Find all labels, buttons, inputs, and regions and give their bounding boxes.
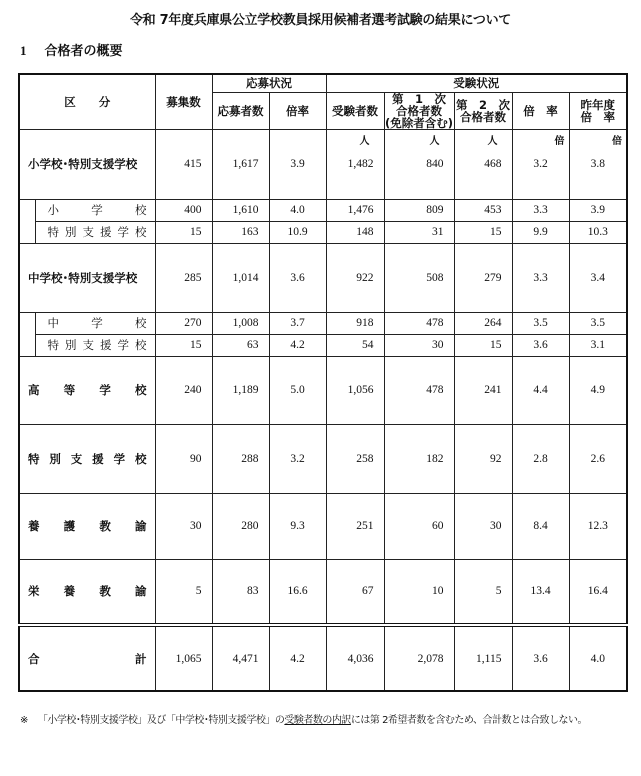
header-recruitment: 募集数 <box>155 74 212 129</box>
cell-app-ratio: 3.6 <box>269 243 326 312</box>
cell-applicants: 1,189 <box>212 356 269 424</box>
header-application-group: 応募状況 <box>212 74 326 92</box>
cell-recruitment: 285 <box>155 243 212 312</box>
cell-app-ratio: 3.7 <box>269 312 326 334</box>
cell-first-pass: 809 <box>384 199 454 221</box>
cell-applicants: 1,617 <box>212 129 269 199</box>
cell-recruitment: 270 <box>155 312 212 334</box>
cell-exam-ratio: 倍 3.2 <box>512 129 569 199</box>
cell-examinees: 1,056 <box>326 356 384 424</box>
cell-examinees: 67 <box>326 559 384 625</box>
cell-exam-ratio: 2.8 <box>512 424 569 493</box>
cell-app-ratio: 4.2 <box>269 334 326 356</box>
cell-applicants: 63 <box>212 334 269 356</box>
cell-exam-ratio: 3.5 <box>512 312 569 334</box>
section-heading <box>20 40 123 59</box>
row-category: 高 等 学 校 <box>19 356 155 424</box>
header-app-ratio: 倍率 <box>269 92 326 129</box>
cell-recruitment: 15 <box>155 334 212 356</box>
cell-prev-ratio: 3.1 <box>569 334 627 356</box>
cell-first-pass: 31 <box>384 221 454 243</box>
header-exam-ratio: 倍 率 <box>512 92 569 129</box>
cell-exam-ratio: 8.4 <box>512 493 569 559</box>
cell-second-pass: 15 <box>454 221 512 243</box>
footnote-text-before: 「小学校･特別支援学校」及び「中学校･特別支援学校」の <box>37 715 285 726</box>
cell-examinees: 1,476 <box>326 199 384 221</box>
cell-examinees: 54 <box>326 334 384 356</box>
row-category: 養 護 教 諭 <box>19 493 155 559</box>
cell-first-pass: 2,078 <box>384 625 454 691</box>
section-title: 合格者の概要 <box>44 44 123 59</box>
footnote <box>20 711 587 726</box>
row-category: 小 学 校 <box>35 199 155 221</box>
cell-recruitment: 240 <box>155 356 212 424</box>
cell-first-pass: 478 <box>384 356 454 424</box>
cell-exam-ratio: 3.3 <box>512 199 569 221</box>
cell-prev-ratio: 3.4 <box>569 243 627 312</box>
cell-examinees: 258 <box>326 424 384 493</box>
cell-applicants: 1,610 <box>212 199 269 221</box>
cell-second-pass: 人 468 <box>454 129 512 199</box>
row-category: 栄 養 教 諭 <box>19 559 155 625</box>
cell-app-ratio: 10.9 <box>269 221 326 243</box>
cell-applicants: 280 <box>212 493 269 559</box>
cell-prev-ratio: 16.4 <box>569 559 627 625</box>
cell-first-pass: 478 <box>384 312 454 334</box>
cell-app-ratio: 3.9 <box>269 129 326 199</box>
footnote-text-after: には第 2希望者数を含むため、合計数とは合致しない。 <box>350 715 588 726</box>
cell-recruitment: 415 <box>155 129 212 199</box>
cell-app-ratio: 4.2 <box>269 625 326 691</box>
cell-exam-ratio: 3.6 <box>512 625 569 691</box>
cell-second-pass: 15 <box>454 334 512 356</box>
total-row <box>19 625 627 691</box>
cell-recruitment: 90 <box>155 424 212 493</box>
table-row <box>19 493 627 559</box>
cell-first-pass: 508 <box>384 243 454 312</box>
cell-second-pass: 1,115 <box>454 625 512 691</box>
cell-examinees: 人 1,482 <box>326 129 384 199</box>
cell-app-ratio: 3.2 <box>269 424 326 493</box>
document-title: 令和 7年度兵庫県公立学校教員採用候補者選考試験の結果について <box>129 13 511 28</box>
cell-exam-ratio: 9.9 <box>512 221 569 243</box>
cell-prev-ratio: 10.3 <box>569 221 627 243</box>
header-applicants: 応募者数 <box>212 92 269 129</box>
table-row <box>19 356 627 424</box>
cell-applicants: 1,014 <box>212 243 269 312</box>
cell-prev-ratio: 12.3 <box>569 493 627 559</box>
header-category: 区 分 <box>19 74 155 129</box>
cell-second-pass: 279 <box>454 243 512 312</box>
table-row <box>19 312 627 334</box>
cell-exam-ratio: 3.6 <box>512 334 569 356</box>
cell-recruitment: 15 <box>155 221 212 243</box>
cell-app-ratio: 5.0 <box>269 356 326 424</box>
cell-second-pass: 92 <box>454 424 512 493</box>
row-category: 特 別 支 援 学 校 <box>19 424 155 493</box>
row-category: 中学校･特別支援学校 <box>19 243 155 312</box>
cell-first-pass: 人 840 <box>384 129 454 199</box>
table-row <box>19 559 627 625</box>
row-category: 中 学 校 <box>35 312 155 334</box>
cell-second-pass: 241 <box>454 356 512 424</box>
header-prev-ratio: 昨年度 倍 率 <box>569 92 627 129</box>
row-category: 特 別 支 援 学 校 <box>35 334 155 356</box>
cell-second-pass: 30 <box>454 493 512 559</box>
cell-second-pass: 453 <box>454 199 512 221</box>
cell-prev-ratio: 4.0 <box>569 625 627 691</box>
cell-second-pass: 264 <box>454 312 512 334</box>
table-row <box>19 221 627 243</box>
table-row <box>19 334 627 356</box>
header-examinees: 受験者数 <box>326 92 384 129</box>
cell-applicants: 83 <box>212 559 269 625</box>
cell-exam-ratio: 4.4 <box>512 356 569 424</box>
cell-recruitment: 30 <box>155 493 212 559</box>
cell-recruitment: 400 <box>155 199 212 221</box>
cell-prev-ratio: 2.6 <box>569 424 627 493</box>
cell-applicants: 163 <box>212 221 269 243</box>
table-row <box>19 243 627 312</box>
cell-examinees: 4,036 <box>326 625 384 691</box>
header-second-pass: 第 2 次 合格者数 <box>454 92 512 129</box>
cell-examinees: 918 <box>326 312 384 334</box>
header-row-1 <box>19 74 627 92</box>
row-category: 特 別 支 援 学 校 <box>35 221 155 243</box>
cell-first-pass: 10 <box>384 559 454 625</box>
footnote-mark: ※ <box>20 715 28 726</box>
cell-examinees: 922 <box>326 243 384 312</box>
cell-recruitment: 5 <box>155 559 212 625</box>
row-category: 合 計 <box>19 625 155 691</box>
cell-prev-ratio: 倍 3.8 <box>569 129 627 199</box>
table-row <box>19 129 627 199</box>
cell-examinees: 251 <box>326 493 384 559</box>
cell-first-pass: 60 <box>384 493 454 559</box>
cell-exam-ratio: 13.4 <box>512 559 569 625</box>
cell-exam-ratio: 3.3 <box>512 243 569 312</box>
indent-spacer <box>19 312 35 356</box>
cell-recruitment: 1,065 <box>155 625 212 691</box>
results-table <box>18 73 628 692</box>
table-row <box>19 424 627 493</box>
cell-applicants: 288 <box>212 424 269 493</box>
cell-first-pass: 30 <box>384 334 454 356</box>
cell-app-ratio: 4.0 <box>269 199 326 221</box>
cell-app-ratio: 16.6 <box>269 559 326 625</box>
cell-prev-ratio: 4.9 <box>569 356 627 424</box>
cell-prev-ratio: 3.9 <box>569 199 627 221</box>
header-first-pass: 第 1 次 合格者数 (免除者含む) <box>384 91 453 130</box>
cell-examinees: 148 <box>326 221 384 243</box>
row-category: 小学校･特別支援学校 <box>19 129 155 199</box>
section-number: 1 <box>20 43 27 58</box>
header-exam-group: 受験状況 <box>326 74 627 92</box>
cell-second-pass: 5 <box>454 559 512 625</box>
table-row <box>19 199 627 221</box>
cell-first-pass: 182 <box>384 424 454 493</box>
cell-prev-ratio: 3.5 <box>569 312 627 334</box>
cell-applicants: 1,008 <box>212 312 269 334</box>
indent-spacer <box>19 199 35 243</box>
cell-app-ratio: 9.3 <box>269 493 326 559</box>
footnote-text-underlined: 受験者数の内訳 <box>284 715 351 726</box>
cell-applicants: 4,471 <box>212 625 269 691</box>
